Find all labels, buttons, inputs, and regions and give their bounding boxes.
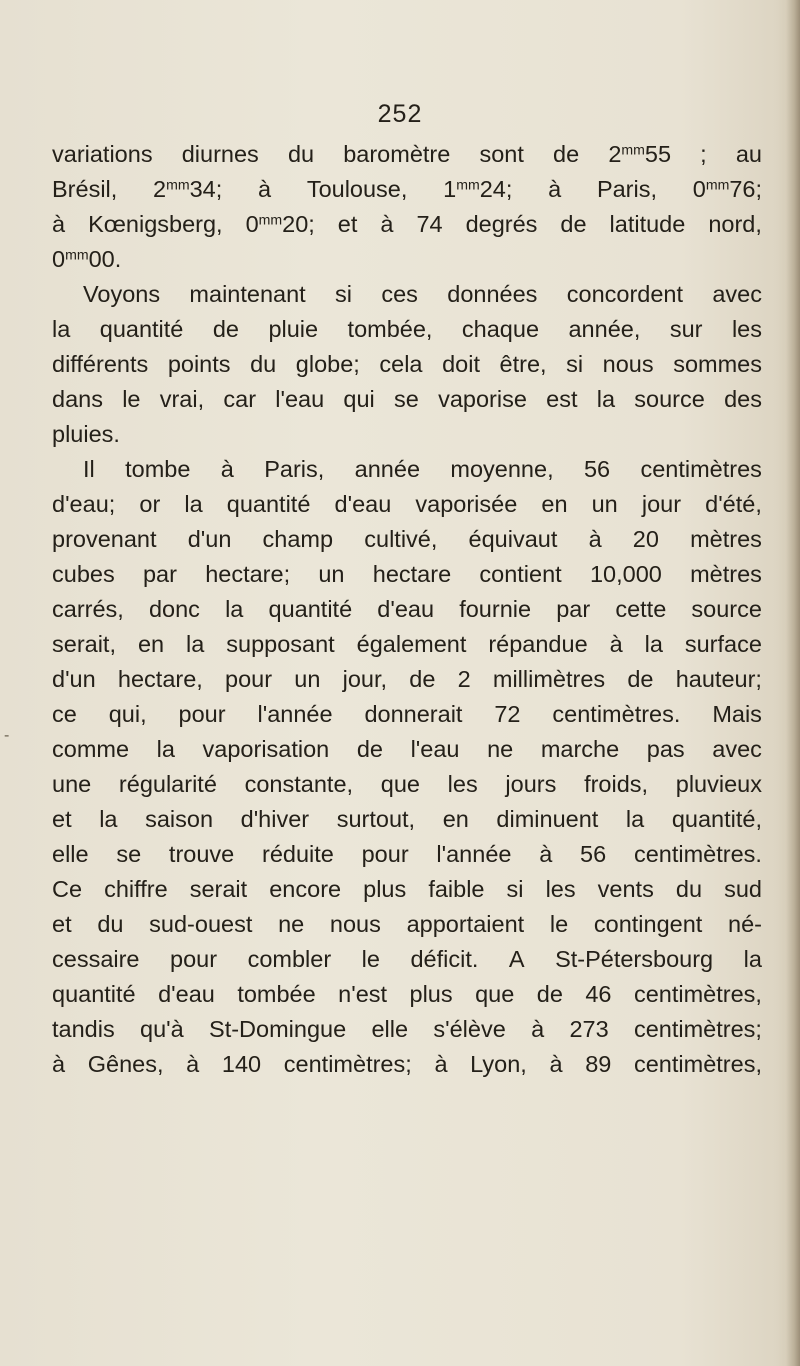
word: l'année [257, 701, 333, 727]
text-line [52, 452, 762, 487]
word: les [731, 316, 762, 342]
text-line [52, 837, 762, 872]
word: avec [712, 281, 762, 307]
text-line [52, 312, 762, 347]
word: nord, [708, 211, 762, 237]
word: 56 [583, 456, 611, 482]
word: ces [381, 281, 418, 307]
word: de [627, 666, 654, 692]
word: données [447, 281, 538, 307]
word: ne [487, 736, 514, 762]
word: baromètre [343, 141, 451, 167]
word: donnerait [364, 701, 463, 727]
word: différents [52, 351, 149, 377]
word: 56 [580, 841, 607, 867]
word: la [99, 806, 118, 832]
word: vaporise [438, 386, 527, 412]
word: donc [148, 596, 200, 622]
text-line [52, 242, 762, 277]
word: du [287, 141, 315, 167]
word: centimètres [640, 456, 762, 482]
word: un [294, 666, 321, 692]
word: elle [52, 841, 89, 867]
word: hauteur; [675, 666, 762, 692]
text-line [52, 977, 762, 1012]
text-line [52, 1012, 762, 1047]
page-number: 252 [377, 100, 423, 128]
word: 10,000 [589, 561, 662, 587]
word: les [447, 771, 478, 797]
measure-unit-superscript: mm [621, 141, 645, 158]
word: sud-ouest [149, 911, 253, 937]
word: à [220, 456, 234, 482]
word: en [442, 806, 469, 832]
word: source [634, 386, 705, 412]
word: pas [646, 736, 685, 762]
word: jour [641, 491, 682, 517]
word: réduite [262, 841, 334, 867]
word: pluies. [52, 421, 120, 447]
word: la [156, 736, 175, 762]
word: plus [363, 876, 407, 902]
text-line [52, 137, 762, 172]
word: de [212, 316, 239, 342]
word: or [139, 491, 161, 517]
word: plus [409, 981, 453, 1007]
word: contingent [593, 911, 703, 937]
word: des [724, 386, 762, 412]
word: marche [540, 736, 620, 762]
measure-integer: 2 [153, 176, 167, 202]
word: pour [225, 666, 273, 692]
word: doit [442, 351, 480, 377]
word: 20 [632, 526, 659, 552]
word: centimètres, [633, 1051, 762, 1077]
measure-integer: 0 [692, 176, 706, 202]
word: être, [499, 351, 547, 377]
word: si [566, 351, 584, 377]
word: moyenne, [450, 456, 554, 482]
word: de [560, 211, 587, 237]
word: variations [52, 141, 153, 167]
word: jour, [342, 666, 388, 692]
word: combler [247, 946, 332, 972]
text-line [52, 767, 762, 802]
word: 273 [569, 1016, 609, 1042]
word: à [434, 1051, 448, 1077]
word: au [735, 141, 762, 167]
word: cette [615, 596, 667, 622]
word: qui, [108, 701, 147, 727]
word: d'été, [705, 491, 762, 517]
text-line [52, 1047, 762, 1082]
word: d'hiver [240, 806, 310, 832]
word [608, 137, 671, 172]
word: maintenant [189, 281, 306, 307]
word: jours [505, 771, 557, 797]
word: qui [343, 386, 375, 412]
word: se [394, 386, 419, 412]
word: déficit. [410, 946, 479, 972]
word: sur [669, 316, 703, 342]
word: d'eau; [52, 491, 116, 517]
word: à [548, 176, 562, 202]
word [693, 172, 762, 207]
text-line [52, 557, 762, 592]
word: 74 [416, 211, 443, 237]
word: sont [479, 141, 524, 167]
word: Voyons [83, 281, 161, 307]
word: centimètres; [283, 1051, 412, 1077]
word: pour [361, 841, 409, 867]
word: ne [278, 911, 305, 937]
word: d'eau [377, 596, 435, 622]
word: mètres [690, 526, 762, 552]
word: qu'à [140, 1016, 184, 1042]
measure-integer: 1 [443, 176, 457, 202]
word: quantité [52, 981, 136, 1007]
text-line [52, 382, 762, 417]
text-line [52, 942, 762, 977]
measure-fraction: 00. [88, 246, 122, 272]
measure-fraction: 20; [282, 211, 315, 237]
word: froids, [584, 771, 649, 797]
word: provenant [52, 526, 157, 552]
word: de [356, 736, 383, 762]
word: Mais [712, 701, 762, 727]
word: millimètres [492, 666, 606, 692]
word: à [549, 1051, 563, 1077]
text-line [52, 732, 762, 767]
word: en [137, 631, 165, 657]
word: le [122, 386, 141, 412]
word: à [52, 1051, 66, 1077]
word [52, 242, 121, 277]
word: du [97, 911, 124, 937]
measure-unit-superscript: mm [258, 211, 283, 228]
word: vrai, [159, 386, 205, 412]
word: Ce [52, 876, 83, 902]
word: d'eau [334, 491, 392, 517]
word: vents [597, 876, 654, 902]
word: serait, [52, 631, 116, 657]
word: dans [52, 386, 103, 412]
word: comme [52, 736, 130, 762]
word: la [596, 386, 616, 412]
word: serait [189, 876, 248, 902]
word: l'eau [410, 736, 460, 762]
word: concordent [566, 281, 684, 307]
word: la [644, 631, 663, 657]
word: vaporisation [202, 736, 330, 762]
word: ce [52, 701, 77, 727]
word: saison [145, 806, 214, 832]
word: hectare [372, 561, 452, 587]
word: contient [479, 561, 562, 587]
word: Paris, [264, 456, 325, 482]
word: quantité [99, 316, 184, 342]
word: en [541, 491, 568, 517]
word: champ [262, 526, 334, 552]
word: encore [269, 876, 342, 902]
measure-unit-superscript: mm [65, 246, 89, 263]
word: fournie [459, 596, 532, 622]
word: Toulouse, [306, 176, 408, 202]
word: les [545, 876, 576, 902]
word: surface [684, 631, 762, 657]
word: de [536, 981, 563, 1007]
measure-fraction: 76; [729, 176, 762, 202]
word: pour [178, 701, 226, 727]
word: d'un [52, 666, 96, 692]
word: chiffre [104, 876, 168, 902]
word: tombée [237, 981, 316, 1007]
word: la [225, 596, 244, 622]
word: la [186, 631, 205, 657]
word [153, 172, 222, 207]
measure-unit-superscript: mm [456, 176, 480, 193]
word: supposant [226, 631, 335, 657]
word: pluie [268, 316, 319, 342]
word: avec [712, 736, 762, 762]
word: 2 [457, 666, 471, 692]
word: quantité [268, 596, 353, 622]
word: degrés [465, 211, 538, 237]
word: par [142, 561, 177, 587]
word: la [743, 946, 762, 972]
word: à [52, 211, 66, 237]
word: nous [602, 351, 654, 377]
word: d'un [187, 526, 232, 552]
body-text [52, 137, 762, 1082]
word: 89 [585, 1051, 612, 1077]
word: équivaut [468, 526, 558, 552]
word: de [409, 666, 436, 692]
word: source [691, 596, 762, 622]
measure-fraction: 24; [479, 176, 513, 202]
word: né- [728, 911, 762, 937]
word [443, 172, 512, 207]
word: à [531, 1016, 545, 1042]
text-line [52, 802, 762, 837]
word: 140 [221, 1051, 262, 1077]
page-edge-shadow [786, 0, 800, 1366]
word: la [184, 491, 203, 517]
word: trouve [168, 841, 235, 867]
word: faible [428, 876, 485, 902]
measure-fraction: 34; [189, 176, 223, 202]
word: tandis [52, 1016, 115, 1042]
word: d'eau [158, 981, 215, 1007]
word: pour [170, 946, 218, 972]
word: nous [329, 911, 381, 937]
text-line [52, 277, 762, 312]
word: elle [371, 1016, 409, 1042]
word: hectare; [205, 561, 291, 587]
word: à [258, 176, 272, 202]
word: points [167, 351, 231, 377]
word: Gênes, [87, 1051, 164, 1077]
text-line [52, 417, 762, 452]
text-line [52, 522, 762, 557]
word: ; [700, 141, 707, 167]
word: l'année [436, 841, 512, 867]
word: 72 [494, 701, 521, 727]
word: à [588, 526, 602, 552]
word: diminuent [496, 806, 599, 832]
measure-unit-superscript: mm [705, 176, 730, 193]
word: cultivé, [364, 526, 438, 552]
word: quantité [226, 491, 311, 517]
text-line [52, 172, 762, 207]
word: année, [568, 316, 641, 342]
word: si [335, 281, 353, 307]
word: quantité, [671, 806, 762, 832]
word: se [116, 841, 142, 867]
word: la [52, 316, 71, 342]
word: à [609, 631, 623, 657]
text-line [52, 662, 762, 697]
text-line [52, 592, 762, 627]
word: que [475, 981, 515, 1007]
measure-integer: 2 [608, 141, 622, 167]
word: à [380, 211, 394, 237]
word: cela [379, 351, 423, 377]
word: le [361, 946, 380, 972]
word: également [356, 631, 467, 657]
word: constante, [244, 771, 354, 797]
word: n'est [338, 981, 388, 1007]
text-line [52, 627, 762, 662]
word: vaporisée [415, 491, 518, 517]
measure-integer: 0 [52, 246, 66, 272]
word: centimètres; [633, 1016, 762, 1042]
word: hectare, [117, 666, 203, 692]
word: Il [83, 456, 95, 482]
word: carrés, [52, 596, 124, 622]
text-line [52, 347, 762, 382]
word: et [52, 911, 72, 937]
word: tombée, [347, 316, 433, 342]
word: sommes [673, 351, 762, 377]
word: un [318, 561, 345, 587]
word: Kœnigsberg, [88, 211, 223, 237]
text-line [52, 907, 762, 942]
word: 46 [585, 981, 612, 1007]
word: car [223, 386, 257, 412]
text-line [52, 207, 762, 242]
word: St-Domingue [209, 1016, 347, 1042]
word: à [539, 841, 553, 867]
word: Brésil, [52, 176, 118, 202]
word: cubes [52, 561, 115, 587]
word: globe; [295, 351, 360, 377]
word: que [380, 771, 420, 797]
word: du [675, 876, 703, 902]
margin-mark: - [4, 727, 10, 744]
text-line [52, 697, 762, 732]
word: année [354, 456, 421, 482]
word: St-Pétersbourg [555, 946, 714, 972]
word: est [546, 386, 578, 412]
word: diurnes [181, 141, 259, 167]
word: et [337, 211, 358, 237]
word: l'eau [275, 386, 325, 412]
word: Paris, [596, 176, 658, 202]
text-line [52, 487, 762, 522]
word: centimètres. [633, 841, 762, 867]
word: et [52, 806, 72, 832]
word: apportaient [406, 911, 525, 937]
word: cessaire [52, 946, 140, 972]
word: latitude [609, 211, 686, 237]
word: de [553, 141, 580, 167]
word: par [556, 596, 591, 622]
text-line [52, 872, 762, 907]
word: tombe [125, 456, 191, 482]
measure-unit-superscript: mm [166, 176, 190, 193]
word: pluvieux [675, 771, 762, 797]
word [246, 207, 315, 242]
word: un [591, 491, 618, 517]
word: Lyon, [470, 1051, 527, 1077]
word: mètres [690, 561, 762, 587]
word: sud [724, 876, 762, 902]
word: A [508, 946, 525, 972]
word: régularité [118, 771, 217, 797]
measure-integer: 0 [245, 211, 259, 237]
word: à [186, 1051, 200, 1077]
word: répandue [488, 631, 588, 657]
word: une [52, 771, 92, 797]
measure-fraction: 55 [644, 141, 672, 167]
word: s'élève [433, 1016, 506, 1042]
word: surtout, [336, 806, 416, 832]
word: centimètres, [633, 981, 762, 1007]
word: du [250, 351, 277, 377]
word: centimètres. [552, 701, 681, 727]
word: chaque [461, 316, 540, 342]
word: le [549, 911, 569, 937]
word: la [625, 806, 645, 832]
word: si [506, 876, 524, 902]
